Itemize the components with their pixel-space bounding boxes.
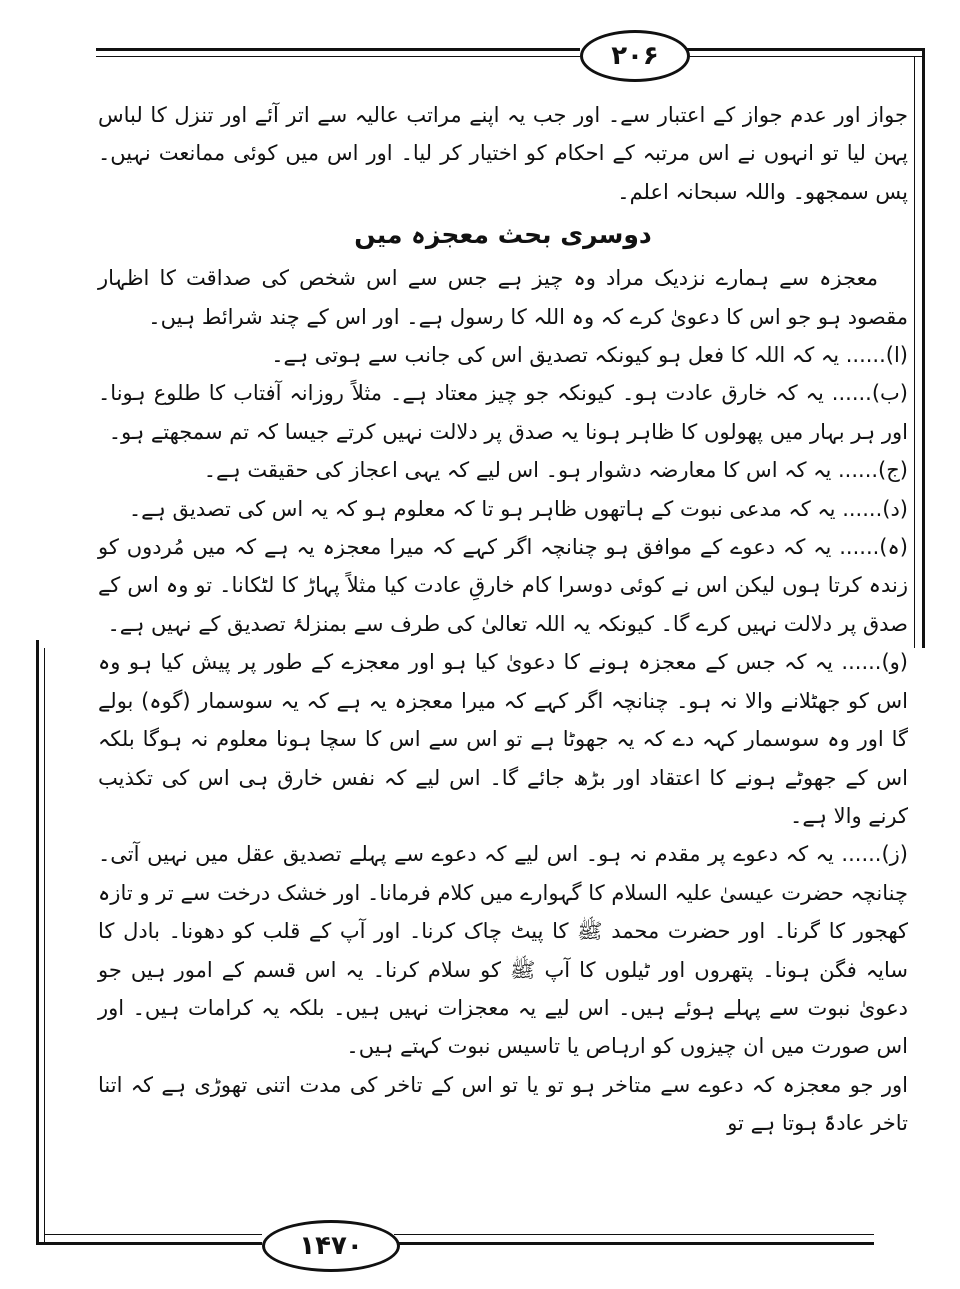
page-number-bottom: ۱۴۷۰ [262, 1220, 400, 1272]
page-body [98, 96, 908, 1143]
intro-paragraph: جواز اور عدم جواز کے اعتبار سے۔ اور جب یہ اپنے مراتب عالیہ سے اتر آئے اور تنزل کا لباس پہن لیا تو انہوں نے اس مرتبہ کے احکام کو اختیار کر لیا۔ اور اس میں کوئی ممانعت نہیں۔ پس سمجھو۔ واللہ سبحانہ اعلم۔ [98, 103, 908, 204]
condition-jeem: (ج)...... یہ کہ اس کا معارضہ دشوار ہو۔ اس لیے کہ یہی اعجاز کی حقیقت ہے۔ [203, 458, 908, 483]
left-border-outer [36, 640, 39, 1244]
right-border-outer [922, 48, 925, 648]
condition-ze: (ز)...... یہ کہ دعوے پر مقدم نہ ہو۔ اس لیے کہ دعوے سے پہلے تصدیق عقل میں نہیں آتی۔ چنانچہ حضرت عیسیٰ علیہ السلام کا گہوارے میں کلام فرمانا۔ اور خشک درخت سے تر و تازہ کھجور کا گرنا۔ اور حضرت محمد ﷺ کا پیٹ چاک کرنا۔ اور آپ کے قلب کو دھونا۔ بادل کا سایہ فگن ہونا۔ پتھروں اور ٹیلوں کا آپ ﷺ کو سلام کرنا۔ یہ اس قسم کے امور ہیں جو دعویٰ نبوت سے پہلے ہوئے ہیں۔ اس لیے یہ معجزات نہیں ہیں۔ بلکہ یہ کرامات ہیں۔ اور اس صورت میں ان چیزوں کو ارہاص یا تاسیس نبوت کہتے ہیں۔ [98, 842, 908, 1059]
bottom-rule-inner [44, 1234, 262, 1235]
top-rule-right-inner [684, 56, 924, 57]
condition-he: (ہ)...... یہ کہ دعوے کے موافق ہو چنانچہ اگر کہے کہ میرا معجزہ یہ ہے کہ میں مُردوں کو زندہ کرتا ہوں لیکن اس نے کوئی دوسرا کام خارقِ عادت کیا مثلاً پہاڑ کا لٹکانا۔ تو وہ اس کے صدق پر دلالت نہیں کرے گا۔ کیونکہ یہ اللہ تعالیٰ کی طرف سے بمنزلۂ تصدیق کے نہیں ہے۔ [98, 535, 908, 636]
section-heading: دوسری بحث معجزہ میں [354, 220, 652, 250]
condition-be: (ب)...... یہ کہ خارق عادت ہو۔ کیونکہ جو چیز معتاد ہے۔ مثلاً روزانہ آفتاب کا طلوع ہونا۔ اور ہر بہار میں پھولوں کا ظاہر ہونا یہ صدق پر دلالت نہیں کرتے جیسا کہ تم سمجھتے ہو۔ [98, 381, 908, 444]
condition-alif: (ا)...... یہ کہ اللہ کا فعل ہو کیونکہ تصدیق اس کی جانب سے ہوتی ہے۔ [271, 343, 908, 368]
condition-waw: (و)...... یہ کہ جس کے معجزہ ہونے کا دعویٰ کیا ہو اور معجزے کے طور پر پیش کیا ہو وہ اس کو جھٹلانے والا نہ ہو۔ چنانچہ اگر کہے کہ میرا معجزہ یہ ہے کہ یہ سوسمار (گوہ) بولے گا اور وہ سوسمار کہہ دے کہ یہ جھوٹا ہے تو اس سے اس کا سچا ہونا معلوم نہ ہوگا بلکہ اس کے جھوٹے ہونے کا اعتقاد اور بڑھ جائے گا۔ اس لیے کہ نفس خارق ہی اس کی تکذیب کرنے والا ہے۔ [98, 650, 908, 828]
page-number-top: ۲۰۶ [580, 30, 690, 82]
condition-dal: (د)...... یہ کہ مدعی نبوت کے ہاتھوں ظاہر ہو تا کہ معلوم ہو کہ یہ اس کی تصدیق ہے۔ [128, 496, 908, 521]
top-rule-inner [96, 56, 580, 57]
left-border-inner [44, 648, 45, 1244]
bottom-rule-right-outer [394, 1242, 874, 1245]
definition-paragraph: معجزہ سے ہمارے نزدیک مراد وہ چیز ہے جس سے اس شخص کی صداقت کا اظہار مقصود ہو جو اس کا دعویٰ کرے کہ وہ اللہ کا رسول ہے۔ اور اس کے چند شرائط ہیں۔ [98, 266, 908, 329]
closing-paragraph: اور جو معجزہ کہ دعوے سے متاخر ہو تو یا تو اس کے تاخر کی مدت اتنی تھوڑی ہے کہ اتنا تاخر عادۃً ہوتا ہے تو [98, 1072, 908, 1136]
top-rule-outer [96, 48, 580, 51]
bottom-rule-outer [36, 1242, 262, 1245]
bottom-rule-right-inner [394, 1234, 874, 1235]
right-border-inner [914, 56, 915, 648]
top-rule-right-outer [684, 48, 924, 51]
